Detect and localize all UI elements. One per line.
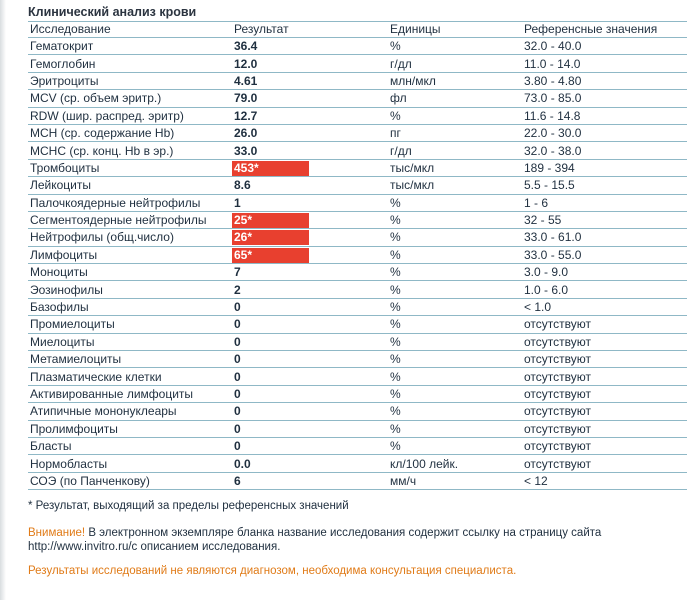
out-of-range-result: 25*	[232, 213, 309, 228]
result-value: 2	[234, 282, 241, 297]
test-name-cell: Гематокрит	[28, 38, 232, 55]
test-name-cell: Эозинофилы	[28, 281, 232, 298]
result-cell	[232, 281, 388, 298]
reference-cell: 5.5 - 15.5	[522, 177, 687, 194]
test-name-cell: Базофилы	[28, 298, 232, 315]
table-row	[28, 159, 687, 176]
test-name-cell: Лимфоциты	[28, 246, 232, 263]
units-cell: %	[388, 211, 522, 228]
footnote: * Результат, выходящий за пределы референсных значений	[28, 500, 349, 513]
reference-cell: отсутствуют	[522, 455, 687, 472]
reference-cell: 32 - 55	[522, 211, 687, 228]
reference-cell: отсутствуют	[522, 368, 687, 385]
units-cell: г/дл	[388, 55, 522, 72]
test-name-cell: Моноциты	[28, 264, 232, 281]
result-cell	[232, 194, 388, 211]
result-value: 36.4	[234, 39, 258, 54]
units-cell: %	[388, 351, 522, 368]
column-header-result: Результат	[232, 22, 388, 38]
result-cell	[232, 368, 388, 385]
result-value: 0	[234, 404, 241, 419]
reference-cell: отсутствуют	[522, 437, 687, 454]
reference-cell: 3.80 - 4.80	[522, 72, 687, 89]
test-name-cell: Нормобласты	[28, 455, 232, 472]
reference-cell: 32.0 - 38.0	[522, 142, 687, 159]
table-row	[28, 55, 687, 72]
units-cell: %	[388, 229, 522, 246]
table-row	[28, 472, 687, 489]
test-name-cell: Активированные лимфоциты	[28, 385, 232, 402]
result-value: 0	[234, 317, 241, 332]
reference-cell: < 1.0	[522, 298, 687, 315]
reference-cell: 189 - 394	[522, 159, 687, 176]
result-cell	[232, 385, 388, 402]
result-cell	[232, 298, 388, 315]
result-cell	[232, 455, 388, 472]
reference-cell: отсутствуют	[522, 403, 687, 420]
result-value: 1	[234, 195, 241, 210]
result-value: 33.0	[234, 143, 258, 158]
result-value: 0	[234, 369, 241, 384]
result-value: 0	[234, 334, 241, 349]
test-name-cell: RDW (шир. распред. эритр)	[28, 107, 232, 124]
result-value: 79.0	[234, 91, 258, 106]
units-cell: %	[388, 403, 522, 420]
attention-note	[28, 526, 628, 554]
table-row	[28, 72, 687, 89]
result-cell	[232, 420, 388, 437]
result-cell	[232, 72, 388, 89]
reference-cell: 73.0 - 85.0	[522, 90, 687, 107]
reference-cell: 1 - 6	[522, 194, 687, 211]
table-row	[28, 437, 687, 454]
column-header-reference: Референсные значения	[522, 22, 687, 38]
units-cell: млн/мкл	[388, 72, 522, 89]
result-cell	[232, 38, 388, 55]
table-row	[28, 420, 687, 437]
reference-cell: отсутствуют	[522, 420, 687, 437]
report-title: Клинический анализ крови	[28, 5, 197, 19]
result-cell	[232, 229, 388, 246]
result-cell	[232, 333, 388, 350]
reference-cell: 33.0 - 55.0	[522, 246, 687, 263]
result-value: 7	[234, 265, 241, 280]
reference-cell: 22.0 - 30.0	[522, 124, 687, 141]
units-cell: %	[388, 281, 522, 298]
test-name-cell: Тромбоциты	[28, 159, 232, 176]
test-name-cell: Гемоглобин	[28, 55, 232, 72]
result-value: 6	[234, 473, 241, 488]
test-name-cell: Миелоциты	[28, 333, 232, 350]
test-name-cell: Атипичные мононуклеары	[28, 403, 232, 420]
test-name-cell: MCHC (ср. конц. Hb в эр.)	[28, 142, 232, 159]
units-cell: мм/ч	[388, 472, 522, 489]
units-cell: %	[388, 333, 522, 350]
units-cell: г/дл	[388, 142, 522, 159]
table-row	[28, 229, 687, 246]
units-cell: %	[388, 385, 522, 402]
units-cell: %	[388, 194, 522, 211]
test-name-cell: Метамиелоциты	[28, 351, 232, 368]
table-row	[28, 281, 687, 298]
result-cell	[232, 437, 388, 454]
result-value: 0	[234, 421, 241, 436]
result-cell	[232, 351, 388, 368]
table-row	[28, 316, 687, 333]
result-cell	[232, 124, 388, 141]
test-name-cell: Пролимфоциты	[28, 420, 232, 437]
result-cell	[232, 316, 388, 333]
result-value: 0.0	[234, 456, 251, 471]
results-table	[28, 21, 687, 490]
result-cell	[232, 177, 388, 194]
result-cell	[232, 142, 388, 159]
table-row	[28, 177, 687, 194]
reference-cell: 11.6 - 14.8	[522, 107, 687, 124]
disclaimer: Результаты исследований не являются диагнозом, необходима консультация специалиста.	[28, 565, 517, 578]
test-name-cell: Эритроциты	[28, 72, 232, 89]
table-row	[28, 455, 687, 472]
report	[28, 4, 692, 578]
table-row	[28, 142, 687, 159]
result-value: 12.7	[234, 108, 258, 123]
table-row	[28, 124, 687, 141]
result-cell	[232, 90, 388, 107]
result-value: 0	[234, 300, 241, 315]
column-header-units: Единицы	[388, 22, 522, 38]
result-value: 12.0	[234, 56, 258, 71]
test-name-cell: Бласты	[28, 437, 232, 454]
table-row	[28, 90, 687, 107]
table-row	[28, 211, 687, 228]
result-value: 0	[234, 387, 241, 401]
units-cell: фл	[388, 90, 522, 107]
result-value: 26.0	[234, 126, 258, 141]
results-body	[28, 38, 687, 490]
reference-cell: 33.0 - 61.0	[522, 229, 687, 246]
reference-cell: < 12	[522, 472, 687, 489]
table-row	[28, 368, 687, 385]
reference-cell: 11.0 - 14.0	[522, 55, 687, 72]
units-cell: %	[388, 38, 522, 55]
units-cell: %	[388, 420, 522, 437]
reference-cell: 1.0 - 6.0	[522, 281, 687, 298]
units-cell: %	[388, 246, 522, 263]
result-cell	[232, 264, 388, 281]
column-header-test: Исследование	[28, 22, 232, 38]
table-row	[28, 333, 687, 350]
page-edge-shadow	[0, 0, 6, 600]
units-cell: тыс/мкл	[388, 177, 522, 194]
result-cell	[232, 472, 388, 489]
table-header-row	[28, 22, 687, 38]
table-row	[28, 403, 687, 420]
test-name-cell: Сегментоядерные нейтрофилы	[28, 211, 232, 228]
result-cell	[232, 55, 388, 72]
table-row	[28, 385, 687, 402]
test-name-cell: MCH (ср. содержание Hb)	[28, 124, 232, 141]
result-value: 0	[234, 439, 241, 454]
result-cell	[232, 159, 388, 176]
table-row	[28, 38, 687, 55]
units-cell: %	[388, 316, 522, 333]
test-name-cell: MCV (ср. объем эритр.)	[28, 90, 232, 107]
units-cell: пг	[388, 124, 522, 141]
units-cell: %	[388, 437, 522, 454]
units-cell: %	[388, 264, 522, 281]
test-name-cell: Лейкоциты	[28, 177, 232, 194]
result-value: 0	[234, 352, 241, 367]
reference-cell: 3.0 - 9.0	[522, 264, 687, 281]
table-row	[28, 298, 687, 315]
units-cell: %	[388, 298, 522, 315]
table-row	[28, 351, 687, 368]
reference-cell: отсутствуют	[522, 333, 687, 350]
units-cell: кл/100 лейк.	[388, 455, 522, 472]
test-name-cell: Нейтрофилы (общ.число)	[28, 229, 232, 246]
table-row	[28, 107, 687, 124]
test-name-cell: Палочкоядерные нейтрофилы	[28, 194, 232, 211]
result-value: 8.6	[234, 178, 251, 193]
units-cell: %	[388, 107, 522, 124]
units-cell: %	[388, 368, 522, 385]
test-name-cell: Плазматические клетки	[28, 368, 232, 385]
out-of-range-result: 26*	[232, 230, 309, 245]
reference-cell: 32.0 - 40.0	[522, 38, 687, 55]
attention-label: Внимание!	[28, 527, 86, 540]
units-cell: тыс/мкл	[388, 159, 522, 176]
test-name-cell: Промиелоциты	[28, 316, 232, 333]
test-name-cell: СОЭ (по Панченкову)	[28, 472, 232, 489]
result-cell	[232, 403, 388, 420]
table-row	[28, 264, 687, 281]
reference-cell: отсутствуют	[522, 316, 687, 333]
result-value: 4.61	[234, 73, 258, 88]
out-of-range-result: 65*	[232, 248, 309, 263]
reference-cell: отсутствуют	[522, 351, 687, 368]
reference-cell: отсутствуют	[522, 385, 687, 402]
attention-text: В электронном экземпляре бланка название исследования содержит ссылку на страницу сайта http://www.invitro.ru/с описанием исследования.	[28, 527, 602, 554]
result-cell	[232, 211, 388, 228]
table-row	[28, 194, 687, 211]
out-of-range-result: 453*	[232, 161, 309, 176]
result-cell	[232, 246, 388, 263]
table-row	[28, 246, 687, 263]
result-cell	[232, 107, 388, 124]
